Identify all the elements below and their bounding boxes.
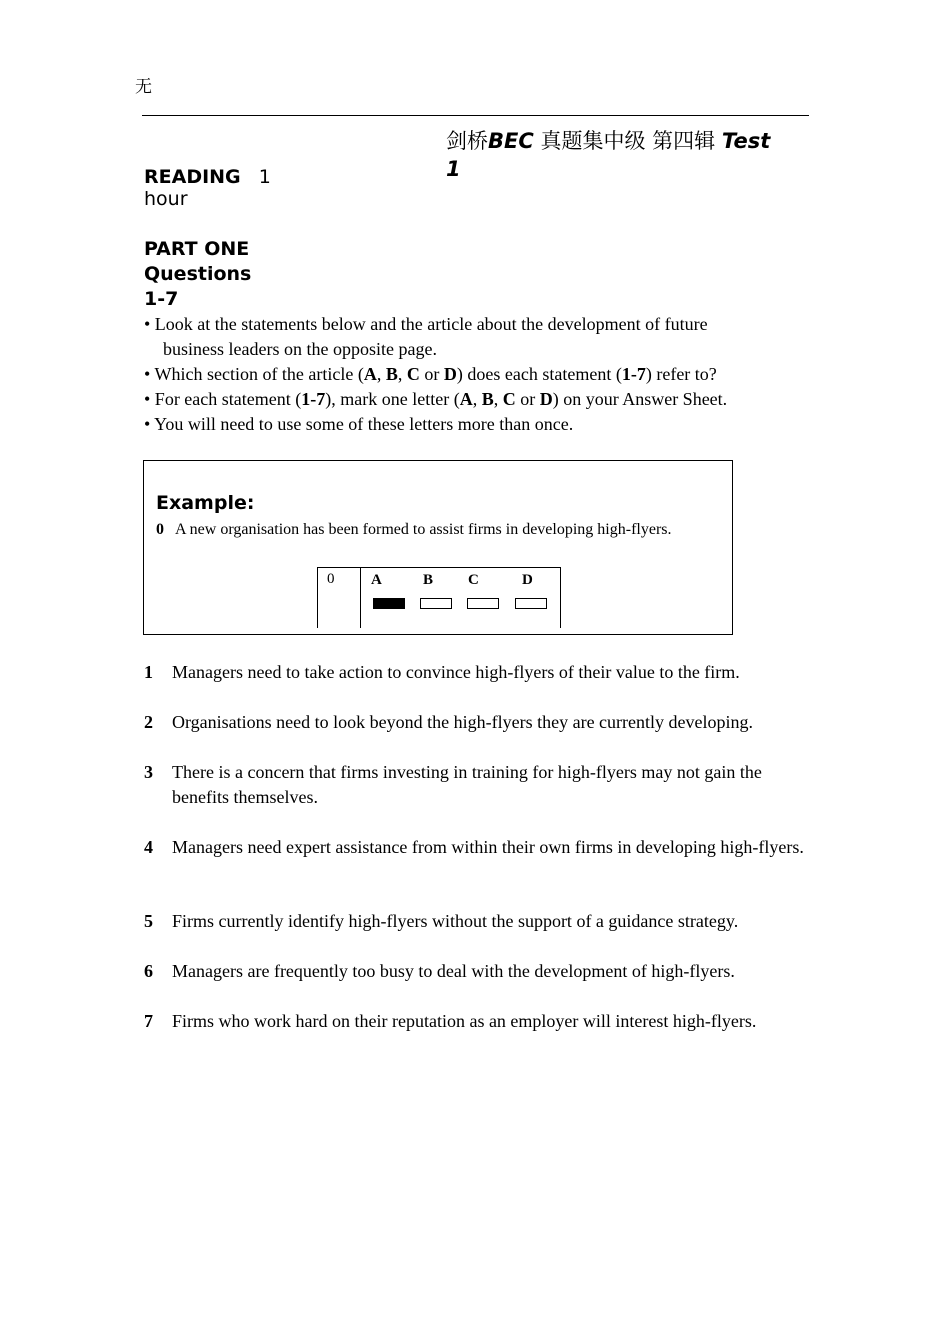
question-text: Firms currently identify high-flyers without the support of a guidance strategy. (172, 911, 739, 931)
part-heading (144, 237, 251, 312)
instructions (144, 312, 804, 437)
option-d-label: D (522, 572, 533, 588)
part-range: 1-7 (144, 288, 179, 310)
page-header (446, 127, 816, 183)
answer-grid (317, 567, 561, 628)
option-a-box[interactable] (373, 598, 405, 609)
option-a-label: A (371, 572, 382, 588)
reading-title: READING (144, 166, 241, 188)
option-b-label: B (423, 572, 434, 588)
instruction-1b: business leaders on the opposite page. (163, 339, 437, 359)
header-bec: BEC (488, 129, 534, 153)
part-title: PART ONE (144, 238, 250, 260)
reading-heading (144, 166, 271, 210)
question-3: 3 There is a concern that firms investing in training for high-flyers may not gain the benefits themselves. (144, 760, 808, 810)
instruction-2: • Which section of the article (A, B, C or D) does each statement (1-7) refer to? (144, 364, 717, 384)
example-box (143, 460, 733, 635)
option-d-box[interactable] (515, 598, 547, 609)
question-text: Organisations need to look beyond the high-flyers they are currently developing. (172, 712, 754, 732)
question-text: Managers need to take action to convince high-flyers of their value to the firm. (172, 662, 740, 682)
reading-duration-2: hour (144, 188, 188, 210)
grid-left-line (317, 567, 318, 628)
question-text: Firms who work hard on their reputation as an employer will interest high-flyers. (172, 1011, 757, 1031)
instruction-3: • For each statement (1-7), mark one letter (A, B, C or D) on your Answer Sheet. (144, 389, 728, 409)
example-number: 0 (156, 521, 164, 538)
example-label: Example: (156, 492, 255, 514)
question-5: 5 Firms currently identify high-flyers without the support of a guidance strategy. (144, 911, 739, 931)
question-text: Managers are frequently too busy to deal with the development of high-flyers. (172, 961, 735, 981)
question-7: 7 Firms who work hard on their reputation as an employer will interest high-flyers. (144, 1011, 757, 1031)
header-test: Test (721, 129, 771, 153)
example-text: A new organisation has been formed to assist firms in developing high-flyers. (175, 521, 672, 538)
header-prefix: 剑桥 (446, 129, 488, 153)
option-c-box[interactable] (467, 598, 499, 609)
header-test-number: 1 (446, 157, 461, 181)
question-text: There is a concern that firms investing in training for high-flyers may not gain the (172, 762, 762, 782)
option-c-label: C (468, 572, 479, 588)
question-2: 2 Organisations need to look beyond the high-flyers they are currently developing. (144, 712, 754, 732)
grid-right-line (560, 567, 561, 628)
reading-duration-1: 1 (258, 166, 271, 188)
question-1: 1 Managers need to take action to convince high-flyers of their value to the firm. (144, 662, 740, 682)
instruction-4: • You will need to use some of these letters more than once. (144, 414, 574, 434)
question-text-cont: benefits themselves. (172, 787, 318, 807)
instruction-1a: • Look at the statements below and the article about the development of future (144, 314, 708, 334)
option-b-box[interactable] (420, 598, 452, 609)
corner-note: 无 (135, 77, 152, 97)
example-statement (156, 521, 672, 539)
question-6: 6 Managers are frequently too busy to deal with the development of high-flyers. (144, 961, 735, 981)
header-rule (142, 115, 809, 116)
question-text: Managers need expert assistance from within their own firms in developing high-flyers. (172, 837, 804, 857)
header-middle: 真题集中级 第四辑 (540, 129, 716, 153)
grid-row-number: 0 (327, 571, 335, 587)
part-questions-label: Questions (144, 263, 252, 285)
grid-divider (360, 567, 361, 628)
grid-top-line (317, 567, 561, 568)
question-4: 4 Managers need expert assistance from within their own firms in developing high-flyers. (144, 837, 804, 857)
